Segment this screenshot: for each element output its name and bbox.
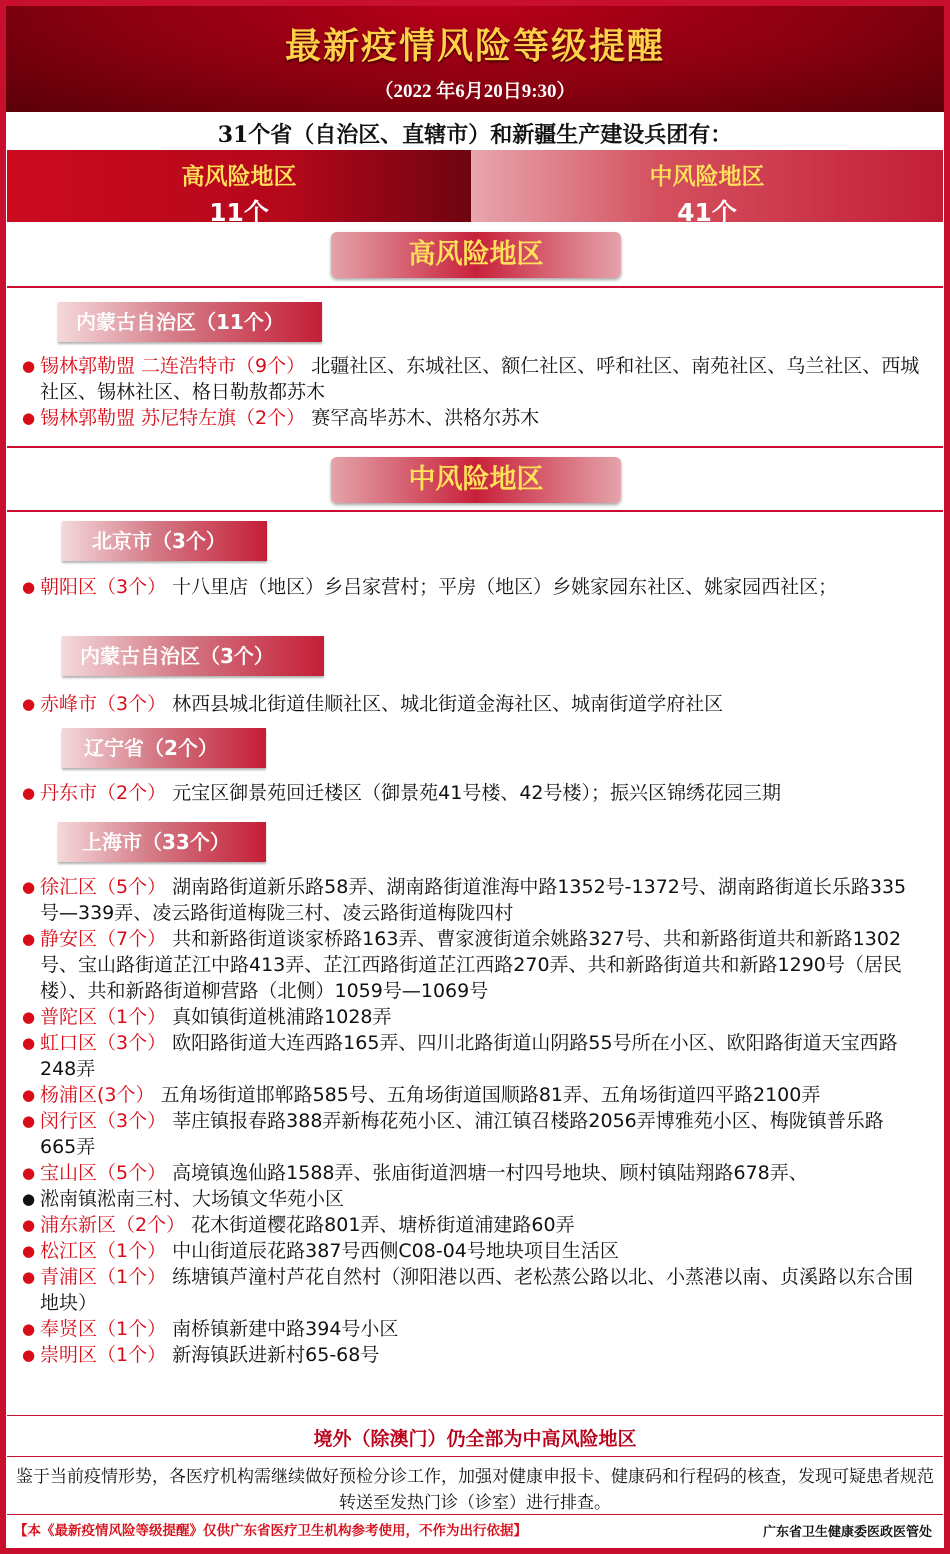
high-risk-summary-count: 11个 (209, 198, 269, 227)
list-item (22, 574, 920, 600)
area-detail: 林西县城北街道佳顺社区、城北街道金海社区、城南街道学府社区 (172, 693, 724, 715)
area-detail: 北疆社区、东城社区、额仁社区、呼和社区、南苑社区、乌兰社区、西城社区、锡林社区、格日勒敖都苏木 (40, 355, 920, 403)
list-item (22, 1238, 920, 1264)
bullet-icon: ● (22, 784, 36, 802)
area-name: 奉贤区（1个） (40, 1318, 167, 1340)
area-name: 虹口区（3个） (40, 1032, 167, 1054)
bullet-icon: ● (22, 1086, 36, 1104)
area-detail: 欧阳路街道大连西路165弄、四川北路街道山阴路55号所在小区、欧阳路街道天宝西路248弄 (40, 1032, 898, 1080)
bullet-icon: ● (22, 1268, 36, 1286)
list-item (22, 1108, 920, 1160)
list-item (22, 1004, 920, 1030)
list-item (22, 1160, 920, 1186)
area-name: 静安区（7个） (40, 928, 167, 950)
footer-divider (7, 1415, 943, 1416)
area-detail: 新海镇跃进新村65-68号 (172, 1344, 380, 1366)
bullet-icon: ● (22, 930, 36, 948)
entry-list (22, 353, 920, 431)
area-name: 丹东市（2个） (40, 782, 167, 804)
mid-risk-summary-label: 中风险地区 (649, 164, 765, 190)
area-name: 徐汇区（5个） (40, 876, 167, 898)
page-title: 最新疫情风险等级提醒 (284, 25, 665, 67)
issuer-name: 广东省卫生健康委医政医管处 (762, 1525, 932, 1540)
bullet-icon: ● (22, 1190, 36, 1208)
bullet-icon: ● (22, 357, 36, 375)
list-item (22, 1082, 920, 1108)
header-banner (6, 6, 944, 112)
bullet-icon: ● (22, 1034, 36, 1052)
area-name: 杨浦区(3个） (40, 1084, 155, 1106)
section-divider (7, 446, 943, 448)
bullet-icon: ● (22, 1216, 36, 1234)
area-detail: 元宝区御景苑回迁楼区（御景苑41号楼、42号楼）；振兴区锦绣花园三期 (172, 782, 781, 804)
province-header: 北京市（3个） (62, 521, 267, 561)
disclaimer: 【本《最新疫情风险等级提醒》仅供广东省医疗卫生机构参考使用，不作为出行依据】 (14, 1523, 527, 1539)
area-detail: 十八里店（地区）乡吕家营村；平房（地区）乡姚家园东社区、姚家园西社区； (172, 576, 838, 598)
area-detail: 南桥镇新建中路394号小区 (172, 1318, 399, 1340)
medical-notice: 鉴于当前疫情形势，各医疗机构需继续做好预检分诊工作，加强对健康申报卡、健康码和行程码的核查，发现可疑患者规范转送至发热门诊（诊室）进行排查。 (16, 1467, 934, 1513)
area-detail: 赛罕高毕苏木、洪格尔苏木 (311, 407, 540, 429)
list-item (22, 1030, 920, 1082)
area-name: 锡林郭勒盟 苏尼特左旗（2个） (40, 407, 306, 429)
summary-intro: 31个省（自治区、直辖市）和新疆生产建设兵团有： (217, 122, 733, 148)
list-item (22, 874, 920, 926)
footer-divider (7, 1456, 943, 1457)
list-item (22, 1264, 920, 1316)
province-header: 内蒙古自治区（3个） (62, 636, 324, 676)
high-risk-summary (7, 150, 471, 227)
list-item (22, 1316, 920, 1342)
entry-list (22, 780, 920, 806)
area-name: 朝阳区（3个） (40, 576, 167, 598)
bullet-icon: ● (22, 1242, 36, 1260)
entry-list (22, 574, 920, 600)
area-name: 普陀区（1个） (40, 1006, 167, 1028)
province-header: 内蒙古自治区（11个） (58, 302, 322, 342)
entry-list (22, 691, 920, 717)
area-detail: 五角场街道邯郸路585号、五角场街道国顺路81弄、五角场街道四平路2100弄 (160, 1084, 821, 1106)
area-name: 宝山区（5个） (40, 1162, 167, 1184)
update-time: （2022 年6月20日9:30） (374, 81, 576, 102)
bullet-icon: ● (22, 1320, 36, 1338)
abroad-risk-note: 境外（除澳门）仍全部为中高风险地区 (313, 1428, 637, 1450)
area-detail: 中山街道辰花路387号西侧C08-04号地块项目生活区 (172, 1240, 619, 1262)
list-item (22, 780, 920, 806)
section-divider (7, 286, 943, 288)
high-risk-section-title: 高风险地区 (331, 232, 621, 278)
list-item (22, 691, 920, 717)
area-detail: 湖南路街道新乐路58弄、湖南路街道淮海中路1352号-1372号、湖南路街道长乐路335号—339弄、凌云路街道梅陇三村、凌云路街道梅陇四村 (40, 876, 907, 924)
bullet-icon: ● (22, 1346, 36, 1364)
area-name: 青浦区（1个） (40, 1266, 167, 1288)
area-detail: 莘庄镇报春路388弄新梅花苑小区、浦江镇召楼路2056弄博雅苑小区、梅陇镇普乐路665弄 (40, 1110, 884, 1158)
area-name: 赤峰市（3个） (40, 693, 167, 715)
area-detail: 共和新路街道谈家桥路163弄、曹家渡街道余姚路327号、共和新路街道共和新路1302号、宝山路街道芷江中路413弄、芷江西路街道芷江西路270弄、共和新路街道共和新路1290号（居民楼）、共和新路街道柳营路（北侧）1059号—1069号 (40, 928, 902, 1002)
bullet-icon: ● (22, 578, 36, 596)
bullet-icon: ● (22, 409, 36, 427)
mid-risk-summary (471, 150, 943, 227)
area-name: 崇明区（1个） (40, 1344, 167, 1366)
entry-list (22, 874, 920, 1368)
high-risk-summary-label: 高风险地区 (181, 164, 297, 190)
list-item (22, 926, 920, 1004)
area-detail: 花木街道樱花路801弄、塘桥街道浦建路60弄 (191, 1214, 575, 1236)
area-detail: 高境镇逸仙路1588弄、张庙街道泗塘一村四号地块、顾村镇陆翔路678弄、 (172, 1162, 808, 1184)
area-detail: 练塘镇芦潼村芦花自然村（泖阳港以西、老松蒸公路以北、小蒸港以南、贞溪路以东合围地块） (40, 1266, 914, 1314)
province-header: 上海市（33个） (58, 822, 266, 862)
area-detail: 真如镇街道桃浦路1028弄 (172, 1006, 392, 1028)
area-name: 锡林郭勒盟 二连浩特市（9个） (40, 355, 306, 377)
list-item (22, 1342, 920, 1368)
mid-risk-section-title: 中风险地区 (331, 457, 621, 503)
footer-divider (7, 1514, 943, 1515)
area-detail: 淞南镇淞南三村、大场镇文华苑小区 (40, 1188, 345, 1210)
list-item (22, 405, 920, 431)
list-item (22, 1212, 920, 1238)
area-name: 闵行区（3个） (40, 1110, 167, 1132)
bullet-icon: ● (22, 878, 36, 896)
area-name: 浦东新区（2个） (40, 1214, 186, 1236)
bullet-icon: ● (22, 1112, 36, 1130)
bullet-icon: ● (22, 1164, 36, 1182)
bullet-icon: ● (22, 1008, 36, 1026)
area-name: 松江区（1个） (40, 1240, 167, 1262)
section-divider (7, 510, 943, 512)
list-item (22, 1186, 920, 1212)
mid-risk-summary-count: 41个 (677, 198, 737, 227)
bullet-icon: ● (22, 695, 36, 713)
province-header: 辽宁省（2个） (62, 728, 266, 768)
list-item (22, 353, 920, 405)
